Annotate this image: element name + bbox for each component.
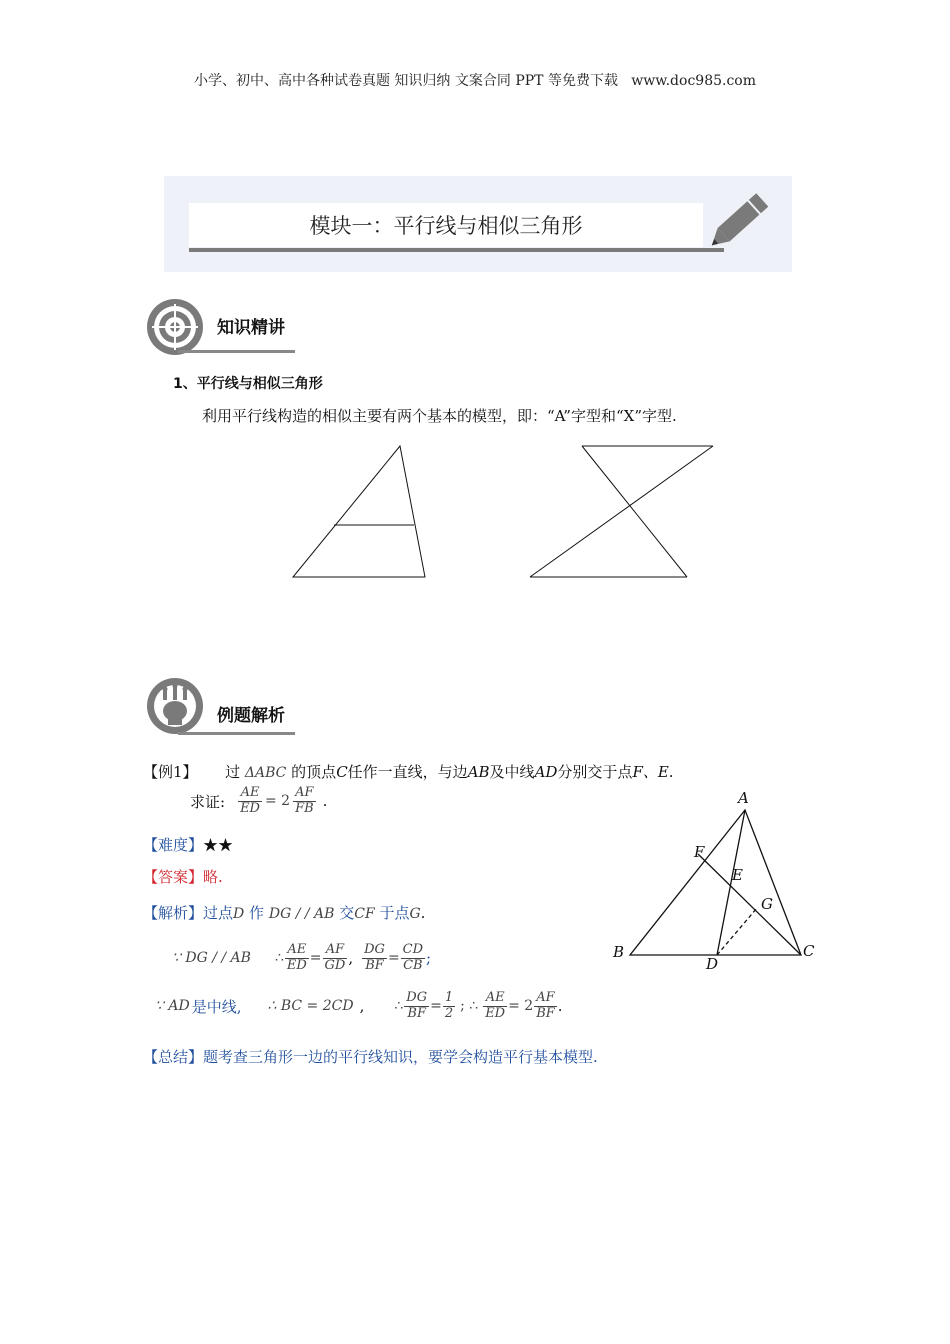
example-statement: 【例1】 过 ΔABC 的顶点C任作一直线，与边AB及中线AD分别交于点F、E. <box>143 763 674 781</box>
crown-head-icon <box>146 675 206 737</box>
point-heading: 1、平行线与相似三角形 <box>173 376 323 392</box>
label-f: F <box>694 843 705 861</box>
analysis-tag: 【解析】 <box>143 904 204 922</box>
summary-text: 题考查三角形一边的平行线知识，要学会构造平行基本模型. <box>203 1048 598 1066</box>
difficulty-stars: ★★ <box>203 836 234 854</box>
label-c: C <box>803 942 815 960</box>
section-title-knowledge: 知识精讲 <box>217 318 285 338</box>
page-header: 小学、初中、高中各种试卷真题 知识归纳 文案合同 PPT 等免费下载 www.doc985.com <box>193 73 756 89</box>
target-icon <box>146 298 206 358</box>
label-d: D <box>706 955 719 973</box>
x-shape-model <box>530 446 713 577</box>
models-diagram <box>285 440 735 585</box>
answer-tag: 【答案】 <box>143 868 204 886</box>
difficulty-line <box>143 834 233 855</box>
summary-tag: 【总结】 <box>143 1048 204 1066</box>
label-b: B <box>613 943 625 961</box>
section-underline <box>178 732 295 735</box>
summary-line <box>143 1046 598 1067</box>
line-cf <box>698 854 801 955</box>
banner-underline <box>189 248 724 252</box>
analysis-line-2: ∵ DG / / AB ∴ $\frac{AE}{ED}$ = $\frac{AF}{GD}$ , $\frac{DG}{BF}$ = $\frac{CD}{CB}$ ; <box>172 942 432 973</box>
answer-line <box>143 866 223 887</box>
a-shape-model <box>293 446 425 577</box>
point-text: 利用平行线构造的相似主要有两个基本的模型，即：“A”字型和“X”字型. <box>202 407 677 425</box>
prove-line: 求证: $\frac{AE}{ED}$ = 2 $\frac{AF}{FB}$ . <box>190 785 328 816</box>
pencil-icon <box>700 184 780 256</box>
example-tag: 【例1】 <box>143 763 198 781</box>
section-title-examples: 例题解析 <box>217 706 285 726</box>
triangle-figure <box>605 785 825 975</box>
analysis-line-3: ∵ AD 是中线, ∴ BC = 2CD , ∴ $\frac{DG}{BF}$ = $\frac{1}{2}$ ; ∴ $\frac{AE}{ED}$ = 2 $\frac{AF}{BF}$ . <box>155 990 563 1021</box>
answer-value: 略. <box>203 868 223 886</box>
label-e: E <box>732 866 743 884</box>
label-a: A <box>738 789 749 807</box>
difficulty-tag: 【难度】 <box>143 836 204 854</box>
prove-label: 求证: <box>190 792 226 811</box>
label-g: G <box>761 895 773 913</box>
analysis-line-1: 【解析】过点D 作 DG / / AB 交CF 于点G. <box>143 904 426 922</box>
module-title: 模块一：平行线与相似三角形 <box>189 203 703 247</box>
line-dg <box>717 908 757 955</box>
section-underline <box>178 350 295 353</box>
triangle-abc <box>630 810 801 955</box>
